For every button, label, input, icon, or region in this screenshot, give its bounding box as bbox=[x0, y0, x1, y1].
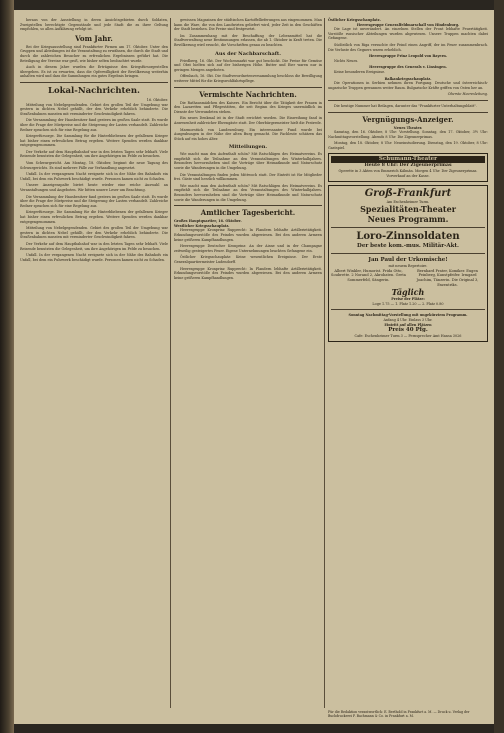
paragraph: Der Verkehr auf dem Hauptbahnhof war in den letzten Tagen sehr lebhaft. Viele Reisende benutzten die Gelegenheit, um ihre Angehörigen im Felde zu besuchen. bbox=[20, 241, 168, 251]
column-rule bbox=[170, 18, 171, 708]
divider bbox=[174, 205, 322, 206]
paragraph: Offenbach, 16. Okt. Die Stadtverordnetenversammlung beschloss die Bewilligung weiterer Mittel für die Kriegswohlfahrtspflege. bbox=[174, 74, 322, 83]
ad-address: Cafe: Eschenheimer Turm 3 — Fernsprecher Amt Hansa 3026 bbox=[354, 334, 462, 339]
ad-line: Der beste kom.-mus. Militär-Akt. bbox=[357, 243, 459, 250]
paragraph: Heeresgruppe Kronprinz Rupprecht: In Flandern lebhafte Artillerietätigkeit. Erkundungsvorstöße des Feindes wurden abgewiesen. Bei den anderen Armeen keine größeren Kampfhandlungen. bbox=[174, 228, 322, 242]
paragraph: gewissen Magazinen der städtischen Kartoffellieferungen aus eingenommen. Man kann die Ware, die von den Landwirten geliefert wird, jeder Zeit in den Geschäften der Stadt beziehen. Die Preise sind festgesetzt. bbox=[174, 18, 322, 32]
divider bbox=[328, 100, 488, 101]
paragraph: Die Operationen in Serbien nehmen ihren Fortgang. Deutsche und österreichisch-ungarische Truppen gewannen weiter Raum. Bulgarische Kräfte griffen von Osten her an. bbox=[328, 81, 488, 90]
ad-price: Preis 40 Pfg. bbox=[388, 327, 428, 334]
ad-title: Schumann-Theater bbox=[331, 156, 485, 163]
divider bbox=[331, 253, 485, 254]
book-gutter bbox=[0, 0, 14, 733]
heading-vermischte-nachrichten: Vermischte Nachrichten. bbox=[199, 89, 297, 99]
ad-gross-frankfurt bbox=[328, 185, 488, 342]
ad-prices-label: Preise der Plätze: bbox=[391, 297, 425, 302]
paragraph: Auch in diesem Jahre wurden die Erträgnisse den Kriegsfürsorgestellen übergeben. Es ist zu erwarten, dass die Opferwilligkeit der Bevölkerung weiterhin anhalten wird und dass die Sammlungen ein gutes Ergebnis bringen. bbox=[20, 65, 168, 79]
heading-lokal-nachrichten: Lokal-Nachrichten. bbox=[48, 85, 140, 96]
paragraph: Wie macht man den Aufenthalt schön? Mit Ratschlägen des Heimatvereins. Es empfiehlt sich die Teilnahme an den Veranstaltungen des Winterhalbjahres. Besonders hervorzuheben sind die Vorträge über Heimatkunde und Naturschutz sowie die Wanderungen in die Umgebung. bbox=[174, 183, 322, 202]
performers-left: Albert Winkler, Humorist. Frida Otto, Soubrette. 2 Norand 2, Akrobaten. Greta Sommerfeld, Sängerin. bbox=[331, 268, 406, 283]
paragraph: Kriegerfürsorge. Die Sammlung für die Hinterbliebenen der gefallenen Krieger hat bisher einen erfreulichen Betrag ergeben. Weitere Spenden werden dankbar entgegengenommen. bbox=[20, 210, 168, 224]
subheading: Balkankriegsschauplatz. bbox=[384, 76, 432, 81]
paragraph: Kriegerfürsorge. Die Sammlung für die Hinterbliebenen der gefallenen Krieger hat bisher einen erfreulichen Betrag ergeben. Weitere Spenden werden dankbar entgegengenommen. bbox=[20, 134, 168, 148]
intro-paragraph: heraus von der Ausstellung in deren Ansichtsgebieten durch Soldaten, Zweigstellen berechtigte Gegenstände und jede Stadt die zu ihrer Geltung empfohlen, so allen Aufklärung erfolgt ist. bbox=[20, 18, 168, 32]
divider bbox=[331, 309, 485, 310]
paragraph: Die Versammlung der Hausbesitzer fand gestern im großen Saale statt. Es wurde über die Frage der Mietpreise und die Steigerung der Lasten verhandelt. Zahlreiche Redner sprachen sich für eine Regelung aus. bbox=[20, 118, 168, 132]
ad-line: mit neuem Repertoire. bbox=[388, 264, 428, 269]
ad-performers bbox=[331, 269, 485, 287]
divider bbox=[174, 87, 322, 88]
divider bbox=[20, 82, 168, 83]
paragraph: Marmorstück von Landesenburg. Ein interessanter Fund wurde bei Ausgrabungen in der Nähe der alten Burg gemacht. Die Fachleute schätzen das Stück auf ein hohes Alter. bbox=[174, 127, 322, 141]
dateline: 16. Oktober. bbox=[146, 97, 168, 102]
subheading: Heeresgruppe Generalfeldmarschall von Hindenburg. bbox=[356, 22, 460, 27]
ad-title: Groß-Frankfurt bbox=[364, 187, 452, 199]
ad-times: Anfang 4 Uhr. Einlass 3 Uhr. bbox=[383, 318, 433, 322]
divider bbox=[328, 112, 488, 113]
ad-small: Operette in 3 Akten von Emmerich Kálmán. Morgen 4 Uhr: Der Zigeunerprimas. Vorverkauf an der Kasse. bbox=[338, 169, 478, 179]
paragraph: Nichts Neues. bbox=[334, 58, 359, 63]
ad-prices: Loge 1.75 — 1. Platz 1.20 — 2. Platz 0.80 bbox=[372, 301, 444, 306]
column-rule bbox=[324, 18, 325, 708]
paragraph: Vom Schwurgericht. Am Montag, 18. Oktober, beginnt die neue Tagung des Schwurgerichts. Es sind mehrere Fälle zur Verhandlung angesetzt. bbox=[20, 161, 168, 170]
paragraph: Ein neues Denkmal ist in der Stadt errichtet worden. Die Einweihung fand in Anwesenheit zahlreicher Ehrengäste statt. Der Oberbürgermeister hielt die Festrede. bbox=[174, 116, 322, 125]
paragraph: Mitteilung von Nebelgegendenden. Gebiet des großen Teil der Umgebung war gestern in dichten Nebel gehüllt, der den Verkehr erheblich behinderte. Die Straßenbahnen mussten mit verminderter Geschwindigkeit fahren. bbox=[20, 226, 168, 240]
imprint: Für die Redaktion verantwortlich: E. Berthold in Frankfurt a. M. — Druck u. Verlag der Buchdruckerei F. Bachmann & Co. in Frankfurt a. M. bbox=[328, 710, 470, 718]
paragraph: Heeresgruppe Deutscher Kronprinz: An der Aisne und in der Champagne zeitweilig gesteigertes Feuer. Eigene Unternehmungen brachten Gefangene ein. bbox=[174, 244, 322, 253]
ad-line: Jan Paul der Urkomische! bbox=[368, 257, 448, 264]
heading-vom-jahr: Vom Jahr. bbox=[75, 33, 113, 43]
paragraph: Heeresgruppe Kronprinz Rupprecht: In Flandern lebhafte Artillerietätigkeit. Erkundungsvorstöße des Feindes wurden abgewiesen. Bei den anderen Armeen keine größeren Kampfhandlungen. bbox=[174, 266, 322, 280]
paragraph: Östlicher Kriegsschauplatz: Keine wesentlichen Ereignisse. Der Erste Generalquartiermeister Ludendorff. bbox=[174, 255, 322, 264]
subheading: Westlicher Kriegsschauplatz. bbox=[174, 223, 230, 228]
paragraph: Montag, den 18. Oktober, 8 Uhr: Neueinstudierung. Dienstag, den 19. Oktober, 8 Uhr: Gastspiel. bbox=[328, 141, 488, 150]
paragraph: Wie macht man den Aufenthalt schön? Mit Ratschlägen des Heimatvereins. Es empfiehlt sich die Teilnahme an den Veranstaltungen des Winterhalbjahres. Besonders hervorzuheben sind die Vorträge über Heimatkunde und Naturschutz sowie die Wanderungen in die Umgebung. bbox=[174, 152, 322, 171]
page-edge bbox=[494, 0, 504, 733]
ad-entry: Eintritt auf allen Plätzen bbox=[384, 322, 432, 327]
paragraph: Der Verkehr auf dem Hauptbahnhof war in den letzten Tagen sehr lebhaft. Viele Reisende benutzten die Gelegenheit, um ihre Angehörigen im Felde zu besuchen. bbox=[20, 149, 168, 159]
heading-amtlicher-tagesbericht: Amtlicher Tagesbericht. bbox=[200, 208, 296, 218]
paragraph: Die Veranstaltungen finden jeden Mittwoch statt. Der Eintritt ist für Mitglieder frei. Gäste sind herzlich willkommen. bbox=[174, 172, 322, 182]
subheading: Großes Hauptquartier, 16. Oktober. bbox=[174, 219, 242, 224]
column-3 bbox=[328, 18, 488, 345]
column-1 bbox=[20, 18, 168, 264]
paragraph: Samstag, den 16. Oktober, 8 Uhr: Vorstellung. Sonntag, den 17. Oktober, 3½ Uhr: Nachmittagsvorstellung. Abends 8 Uhr: Die Zigeunerprimas. bbox=[328, 130, 488, 139]
subheading: Neues Theater. bbox=[393, 125, 423, 130]
divider bbox=[331, 227, 485, 228]
ad-schumann-theater bbox=[328, 153, 488, 181]
paragraph: Mitteilung von Nebelgegendenden. Gebiet des großen Teil der Umgebung war gestern in dichten Nebel gehüllt, der den Verkehr erheblich behinderte. Die Straßenbahnen mussten mit verminderter Geschwindigkeit fahren. bbox=[20, 102, 168, 116]
subheading: Heeresgruppe des Generals v. Linsingen. bbox=[369, 65, 447, 70]
paragraph: Südöstlich von Riga versuchte der Feind einen Angriff, der im Feuer zusammenbrach. Die Verluste des Gegners waren erheblich. bbox=[328, 42, 488, 52]
paragraph: Friedberg, 16. Okt. Der Wochenmarkt war gut beschickt. Die Preise für Gemüse und Obst hielten sich auf der bisherigen Höhe. Butter und Eier waren nur in geringen Mengen angeboten. bbox=[174, 58, 322, 72]
signature: Oberste Heeresleitung. bbox=[447, 92, 488, 97]
ad-line: Heute 8 Uhr: Der Zigeunerprimas bbox=[364, 163, 452, 169]
heading-mitteilungen: Mitteilungen. bbox=[228, 144, 268, 151]
paragraph: Bei der Kriegsausstellung sind Frankfurter Firmen am 17. Oktober. Unter den Gruppen und Abteilungen ist die Veranstaltung zu erwähnen, die durch die Stadt und durch die zahlreichen Besucher zu erfreulichen Ergebnissen geführt hat. Die Beteiligung der Vereine war groß, wie bisher selten beobachtet wurde. bbox=[20, 44, 168, 63]
paragraph: Unsere Anzeigenspalte bietet heute wieder eine reiche Auswahl an Veranstaltungen und Angeboten. Wir bitten unsere Leser um Beachtung. bbox=[20, 183, 168, 193]
paragraph: Keine besonderen Ereignisse. bbox=[334, 69, 386, 74]
paragraph: Die Lage ist unverändert. An einzelnen Stellen der Front lebhafte Feuertätigkeit. Vorstöße russischer Abteilungen wurden abgewiesen. Unsere Truppen machten dabei Gefangene. bbox=[328, 27, 488, 41]
paragraph: Unfall. In der vergangenen Nacht ereignete sich in der Nähe des Bahnhofs ein Unfall, bei dem ein Fuhrwerk beschädigt wurde. Personen kamen nicht zu Schaden. bbox=[20, 253, 168, 262]
ad-sunday: Sonntag Nachmittag-Vorstellung mit ungekürztem Programm. bbox=[348, 313, 468, 318]
heading-vergnuegungs-anzeiger: Vergnügungs-Anzeiger. bbox=[362, 114, 454, 124]
heading-nachbarschaft: Aus der Nachbarschaft. bbox=[215, 50, 281, 57]
subheading: Östlicher Kriegsschauplatz. bbox=[328, 18, 381, 22]
newspaper-page bbox=[14, 10, 494, 724]
ad-daily: Täglich bbox=[391, 287, 425, 298]
paragraph: Im Zusammenhang mit der Beschaffung der Lebensmittel hat die Stadtverwaltung neue Bestimmungen erlassen, die ab 1. Oktober in Kraft treten. Die Bevölkerung wird ersucht, die Vorschriften genau zu beachten. bbox=[174, 33, 322, 47]
subheading: Heeresgruppe Prinz Leopold von Bayern. bbox=[368, 54, 448, 59]
note: Die heutige Nummer hat Beilagen, darunter das "Frankfurter Unterhaltungsblatt". bbox=[334, 103, 477, 108]
ad-sub: Am Eschenheimer Turm. bbox=[386, 199, 430, 204]
column-2 bbox=[174, 18, 322, 282]
paragraph: Die Rathausmädchen des Kaisers. Ein Bericht über die Tätigkeit der Frauen in den Lazaretten und Pflegestätten, die seit Beginn des Krieges unermüdlich im Dienste der Verwundeten stehen. bbox=[174, 100, 322, 114]
ad-headline: Loro-Zinnsoldaten bbox=[356, 231, 460, 243]
paragraph: Unfall. In der vergangenen Nacht ereignete sich in der Nähe des Bahnhofs ein Unfall, bei dem ein Fuhrwerk beschädigt wurde. Personen kamen nicht zu Schaden. bbox=[20, 172, 168, 181]
performers-right: Bernhard Prater, Komiker. Eugen Feinberg, Kunstpfeifer. Irmgard Joachim, Tänzerin. Die Original 3, Exzentriks. bbox=[416, 268, 479, 287]
ad-line: Spezialitäten-Theater bbox=[360, 204, 456, 215]
paragraph: Die Versammlung der Hausbesitzer fand gestern im großen Saale statt. Es wurde über die Frage der Mietpreise und die Steigerung der Lasten verhandelt. Zahlreiche Redner sprachen sich für eine Regelung aus. bbox=[20, 194, 168, 208]
ad-line: Neues Programm. bbox=[367, 214, 449, 225]
